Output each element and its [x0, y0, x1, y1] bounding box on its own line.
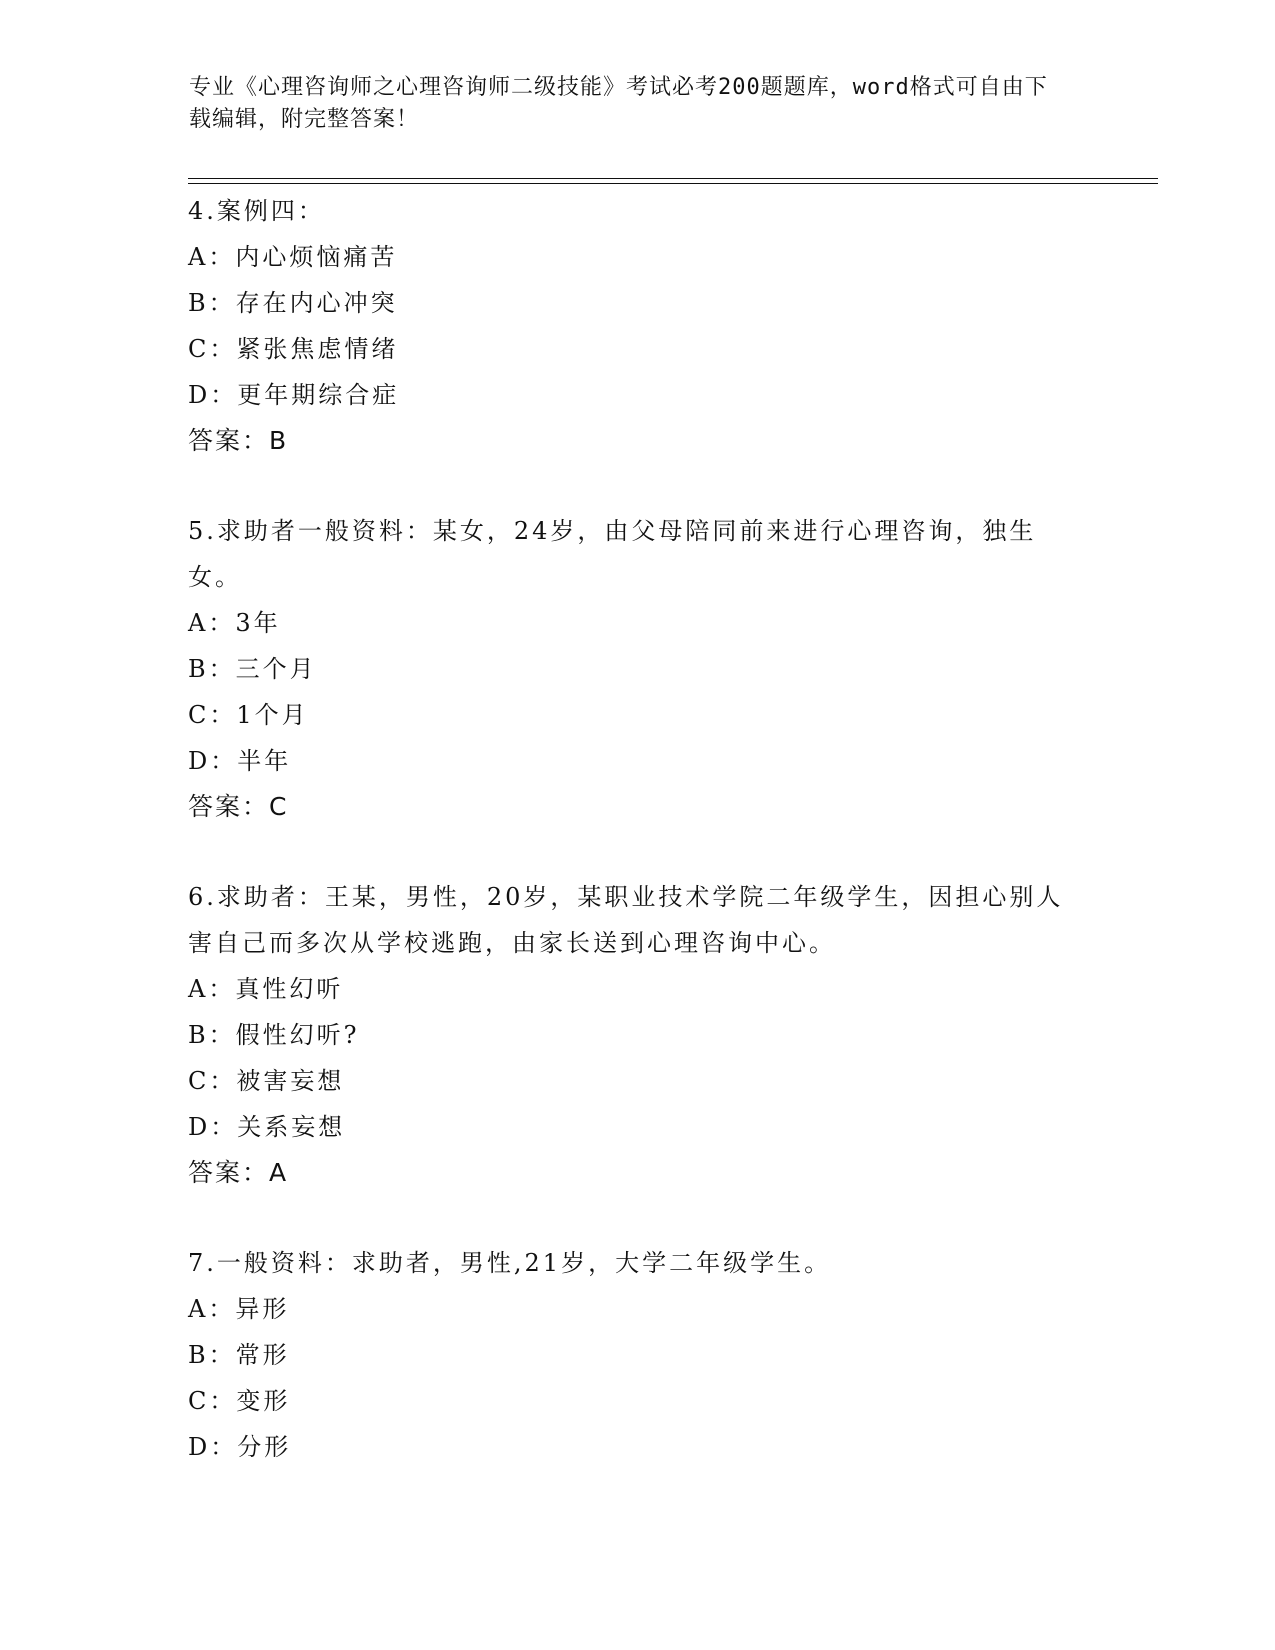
option-d: D：关系妄想 — [188, 1113, 346, 1141]
question-7 — [188, 1240, 1088, 1470]
spacer — [188, 830, 1088, 874]
option-a: A：异形 — [188, 1295, 290, 1323]
option-a: A：3年 — [188, 609, 281, 637]
question-stem: 6.求助者：王某，男性，20岁，某职业技术学院二年级学生，因担心别人害自己而多次从学校逃跑，由家长送到心理咨询中心。 — [188, 883, 1064, 957]
option-c: C：被害妄想 — [188, 1067, 345, 1095]
option-c: C：紧张焦虑情绪 — [188, 335, 399, 363]
answer-line: 答案：B — [188, 426, 289, 455]
answer-line: 答案：C — [188, 792, 289, 821]
document-header: 专业《心理咨询师之心理咨询师二级技能》考试必考200题题库，word格式可自由下载编辑，附完整答案！ — [189, 75, 1048, 132]
question-5 — [188, 508, 1088, 830]
header-divider — [188, 178, 1158, 184]
question-4 — [188, 188, 1088, 464]
option-a: A：真性幻听 — [188, 975, 344, 1003]
option-b: B：常形 — [188, 1341, 290, 1369]
question-stem: 7.一般资料：求助者，男性,21岁，大学二年级学生。 — [188, 1249, 832, 1277]
option-c: C：变形 — [188, 1387, 291, 1415]
option-c: C：1个月 — [188, 701, 309, 729]
option-a: A：内心烦恼痛苦 — [188, 243, 398, 271]
option-b: B：三个月 — [188, 655, 317, 683]
option-b: B：存在内心冲突 — [188, 289, 398, 317]
spacer — [188, 1196, 1088, 1240]
option-b: B：假性幻听? — [188, 1021, 360, 1049]
spacer — [188, 464, 1088, 508]
question-6 — [188, 874, 1088, 1196]
option-d: D：半年 — [188, 747, 292, 775]
question-list — [188, 188, 1088, 1470]
question-stem: 5.求助者一般资料：某女，24岁，由父母陪同前来进行心理咨询，独生女。 — [188, 517, 1037, 591]
answer-line: 答案：A — [188, 1158, 289, 1187]
question-stem: 4.案例四： — [188, 197, 325, 225]
option-d: D：分形 — [188, 1433, 292, 1461]
option-d: D：更年期综合症 — [188, 381, 400, 409]
